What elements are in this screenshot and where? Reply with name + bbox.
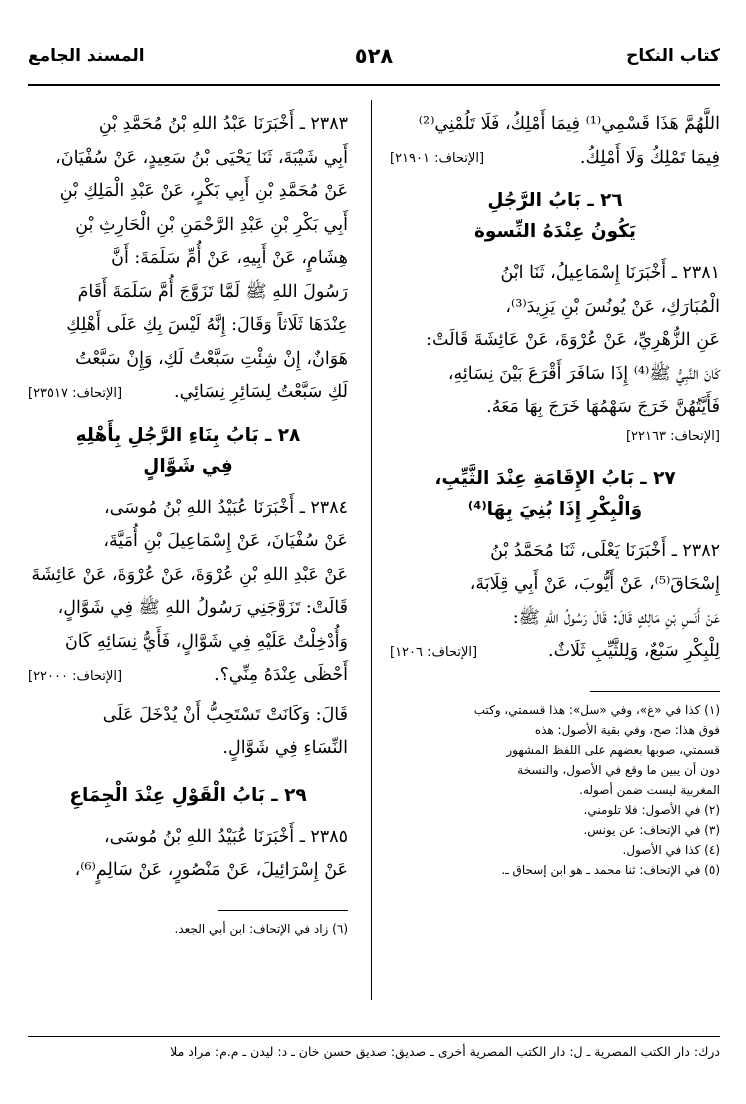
hadith-2384: ٢٣٨٤ ـ أَخْبَرَنَا عُبَيْدُ اللهِ بْنُ مُوسَى، عَنْ سُفْيَانَ، عَنْ إِسْمَاعِيلَ بْنِ أُمَيَّةَ، عَنْ عَبْدِ اللهِ بْنِ عُرْوَةَ، عَنْ عُرْوَةَ، عَنْ عَائِشَةَ قَالَتْ: تَزَوَّجَنِي رَسُولُ اللهِ ﷺ فِي شَوَّالٍ، وَأُدْخِلْتُ عَلَيْهِ فِي شَوَّالٍ، فَأَيُّ نِسَائِهِ كَانَ أَحْظَى عِنْدَهُ مِنِّي؟. <box>31 497 348 685</box>
manuscript-sigla: درك: دار الكتب المصرية ـ ل: دار الكتب المصرية أخرى ـ صديق: صديق حسن خان ـ د: ليدن ـ م.م: مراد ملا <box>170 1044 720 1059</box>
left-column <box>28 108 348 939</box>
footnote: (٤) كذا في الأصول. <box>622 842 720 857</box>
page-number: ٥٢٨ <box>354 44 394 68</box>
footnote: (٥) في الإتحاف: ثنا محمد ـ هو ابن إسحاق ـ. <box>501 862 720 877</box>
hadith-2384-addendum: قَالَ: وَكَانَتْ تَسْتَحِبُّ أَنْ يُدْخَلَ عَلَى النِّسَاءِ فِي شَوَّالٍ. <box>102 704 348 758</box>
itḥāf-reference: [الإتحاف: ٢٢١٦٣] <box>625 428 720 444</box>
itḥāf-reference: [الإتحاف: ٢٢٠٠٠] <box>28 668 123 684</box>
chapter-heading-29: ٢٩ ـ بَابُ الْقَوْلِ عِنْدَ الْجِمَاعِ <box>69 784 307 806</box>
running-header <box>28 44 720 84</box>
footnote: (٢) في الأصول: فلا تلومني. <box>583 802 720 817</box>
itḥāf-reference: [الإتحاف: ٢٣٥١٧] <box>28 385 123 401</box>
book-title: كتاب النكاح <box>626 46 720 66</box>
footnote-rule <box>590 691 720 692</box>
footer-rule <box>28 1036 720 1037</box>
footnote: فوق هذا: صح، وفي بقية الأصول: هذه <box>534 722 720 737</box>
footnote: دون أن يبين ما وقع في الأصول، والنسخة <box>517 762 720 777</box>
footnote: (٦) زاد في الإتحاف: ابن أبي الجعد. <box>174 921 348 936</box>
itḥāf-reference: [الإتحاف: ٢١٩٠١] <box>390 151 485 166</box>
hadith-2385: ٢٣٨٥ ـ أَخْبَرَنَا عُبَيْدُ اللهِ بْنُ مُوسَى، عَنْ إِسْرَائِيلَ، عَنْ مَنْصُورٍ، عَنْ سَالِمٍ⁽⁶⁾، <box>74 826 348 880</box>
hadith-2382: ٢٣٨٢ ـ أَخْبَرَنَا يَعْلَى، ثَنَا مُحَمَّدُ بْنُ إِسْحَاقَ⁽⁵⁾، عَنْ أَيُّوبَ، عَنْ أَبِي قِلَابَةَ، عَنْ أَنَسِ بْنِ مَالِكٍ قَالَ: قَالَ رَسُولُ اللهِ ﷺ: لِلْبِكْرِ سَبْعٌ، وَلِلثَّيِّبِ ثَلَاثٌ. <box>469 540 720 661</box>
column-divider <box>371 100 372 1000</box>
hadith-2380-ending: اللَّهُمَّ هَذَا قَسْمِي⁽¹⁾ فِيمَا أَمْلِكُ، فَلَا تَلُمْنِي⁽²⁾ فِيمَا تَمْلِكُ وَلَا أَمْلِكُ. <box>418 114 720 168</box>
chapter-heading-27: ٢٧ ـ بَابُ الإِقَامَةِ عِنْدَ الثَّيِّبِ، وَالْبِكْرِ إِذَا بُنِيَ بِهَا⁽⁴⁾ <box>434 467 676 520</box>
footnote-rule <box>218 910 348 911</box>
series-title: المسند الجامع <box>28 46 145 66</box>
itḥāf-reference: [الإتحاف: ١٢٠٦] <box>390 644 478 660</box>
hadith-2383: ٢٣٨٣ ـ أَخْبَرَنَا عَبْدُ اللهِ بْنُ مُحَمَّدِ بْنِ أَبِي شَيْبَةَ، ثَنَا يَحْيَى بْنُ سَعِيدٍ، عَنْ سُفْيَانَ، عَنْ مُحَمَّدِ بْنِ أَبِي بَكْرٍ، عَنْ عَبْدِ الْمَلِكِ بْنِ أَبِي بَكْرِ بْنِ عَبْدِ الرَّحْمَنِ بْنِ الْحَارِثِ بْنِ هِشَامٍ، عَنْ أَبِيهِ، عَنْ أُمِّ سَلَمَةَ: أَنَّ رَسُولَ اللهِ ﷺ لَمَّا تَزَوَّجَ أُمَّ سَلَمَةَ أَقَامَ عِنْدَهَا ثَلَاثاً وَقَالَ: إِنَّهُ لَيْسَ بِكِ عَلَى أَهْلِكِ هَوَانٌ، إِنْ شِئْتِ سَبَّعْتُ لَكِ، وَإِنْ سَبَّعْتُ لَكِ سَبَّعْتُ لِسَائِرِ نِسَائِي. <box>55 114 348 402</box>
footnote: (١) كذا في «غ»، وفي «سل»: هذا قسمتي، وكتب <box>473 702 720 717</box>
footnotes <box>28 919 348 939</box>
header-rule <box>28 84 720 86</box>
right-column <box>390 108 720 880</box>
hadith-2381: ٢٣٨١ ـ أَخْبَرَنَا إِسْمَاعِيلُ، ثَنَا ابْنُ الْمُبَارَكِ، عَنْ يُونُسَ بْنِ يَزِيدَ⁽³⁾، عَنِ الزُّهْرِيِّ، عَنْ عُرْوَةَ، عَنْ عَائِشَةَ قَالَتْ: كَانَ النَّبِيُّ ﷺ⁽⁴⁾ إِذَا سَافَرَ أَقْرَعَ بَيْنَ نِسَائِهِ، فَأَيَّتُهُنَّ خَرَجَ سَهْمُهَا خَرَجَ بِهَا مَعَهُ. <box>426 263 720 417</box>
footnotes <box>390 700 720 880</box>
footnote: المغربية ليست ضمن أصوله. <box>579 782 720 797</box>
chapter-heading-28: ٢٨ ـ بَابُ بِنَاءِ الرَّجُلِ بِأَهْلِهِ فِي شَوَّالٍ <box>75 424 301 477</box>
footnote: قسمتي، صوبها بعضهم على اللفظ المشهور <box>506 742 720 757</box>
chapter-heading-26: ٢٦ ـ بَابُ الرَّجُلِ يَكُونُ عِنْدَهُ النِّسوة <box>474 190 636 242</box>
footnote: (٣) في الإتحاف: عن يونس. <box>583 822 720 837</box>
